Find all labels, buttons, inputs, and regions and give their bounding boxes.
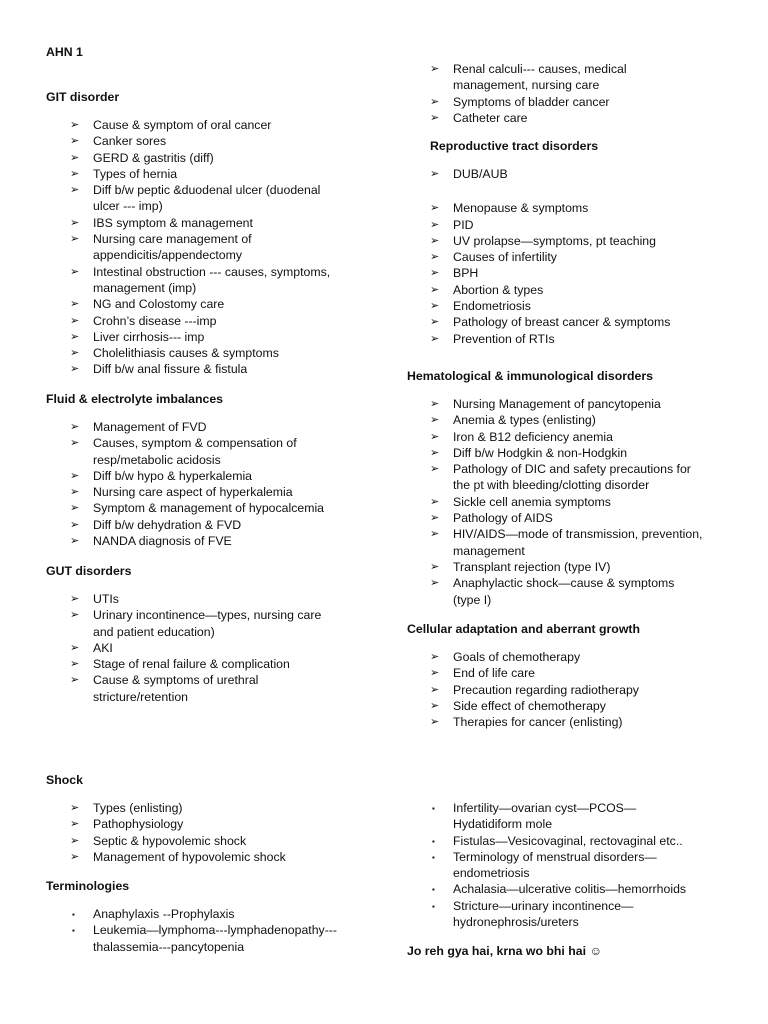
arrow-bullet-icon: ➢ (70, 119, 80, 131)
list-item-text: Fistulas—Vesicovaginal, rectovaginal etc.. (453, 833, 683, 848)
list-item-text: Iron & B12 deficiency anemia (453, 429, 613, 444)
list-item (70, 816, 345, 832)
list-item-text: Stricture—urinary incontinence—hydronephrosis/ureters (453, 898, 634, 930)
list-item-text: Types of hernia (93, 166, 178, 181)
list-item (430, 110, 705, 126)
list-item (430, 698, 705, 714)
list-item (430, 200, 705, 216)
square-bullet-icon: ▪ (432, 901, 435, 911)
list-item-text: Diff b/w dehydration & FVD (93, 517, 242, 532)
list-item (70, 264, 345, 297)
arrow-bullet-icon: ➢ (430, 495, 440, 508)
list-item-text: Management of hypovolemic shock (93, 849, 286, 864)
list-item-text: Goals of chemotherapy (453, 650, 581, 664)
list-item-text: IBS symptom & management (93, 215, 253, 230)
list-item-text: Renal calculi--- causes, medical management, nursing care (453, 62, 627, 93)
list-item (430, 526, 705, 559)
list-item (430, 166, 705, 182)
list-item (70, 849, 345, 865)
list-item-text: GERD & gastritis (diff) (93, 150, 214, 165)
arrow-bullet-icon: ➢ (430, 446, 440, 459)
arrow-bullet-icon: ➢ (430, 234, 440, 247)
list-item (70, 117, 345, 133)
arrow-bullet-icon: ➢ (70, 641, 80, 654)
list-item-text: Stage of renal failure & complication (93, 657, 290, 672)
list-item (70, 906, 345, 922)
arrow-bullet-icon: ➢ (430, 463, 440, 476)
list-item (70, 345, 345, 361)
list-item-text: Transplant rejection (type IV) (453, 559, 611, 574)
arrow-bullet-icon: ➢ (70, 265, 80, 278)
list-item (430, 282, 705, 298)
list-item (70, 166, 345, 182)
list-item (430, 249, 705, 265)
list-item (70, 133, 345, 149)
list-item (430, 429, 705, 445)
list-item-text: Diff b/w Hodgkin & non-Hodgkin (453, 445, 628, 460)
arrow-bullet-icon: ➢ (430, 202, 440, 215)
list-fluid (70, 419, 345, 549)
list-item-text: Crohn’s disease ---imp (93, 313, 217, 328)
list-item (70, 591, 345, 607)
square-bullet-icon: ▪ (432, 852, 435, 862)
list-item-text: Types (enlisting) (93, 801, 183, 815)
list-item (70, 329, 345, 345)
section-heading-hematological: Hematological & immunological disorders (407, 369, 653, 383)
list-item-text: Pathophysiology (93, 817, 184, 832)
list-item (430, 881, 705, 897)
list-gut (70, 591, 345, 705)
list-item (430, 665, 705, 681)
list-item (70, 533, 345, 549)
list-item (430, 559, 705, 575)
list-item (430, 800, 705, 833)
list-item (70, 500, 345, 516)
list-item (70, 607, 345, 640)
list-item-text: Canker sores (93, 134, 167, 149)
arrow-bullet-icon: ➢ (70, 674, 80, 687)
list-item (70, 517, 345, 533)
square-bullet-icon: ▪ (72, 910, 75, 919)
list-item-text: Diff b/w anal fissure & fistula (93, 362, 248, 377)
list-item (430, 412, 705, 428)
arrow-bullet-icon: ➢ (430, 414, 440, 427)
arrow-bullet-icon: ➢ (70, 167, 80, 180)
arrow-bullet-icon: ➢ (70, 233, 80, 246)
footer-note: Jo reh gya hai, krna wo bhi hai ☺ (407, 944, 603, 958)
document-title: AHN 1 (46, 45, 83, 59)
list-item-text: Sickle cell anemia symptoms (453, 494, 611, 509)
list-item-text: Anaphylaxis --Prophylaxis (93, 907, 235, 921)
list-item-text: Pathology of AIDS (453, 511, 553, 526)
list-item-text: Prevention of RTIs (453, 331, 555, 346)
arrow-bullet-icon: ➢ (430, 398, 440, 410)
list-item (70, 672, 345, 705)
list-item (70, 182, 345, 215)
section-heading-git: GIT disorder (46, 90, 120, 104)
list-item (430, 265, 705, 281)
arrow-bullet-icon: ➢ (70, 421, 80, 433)
list-item (430, 510, 705, 526)
list-item-text: Pathology of DIC and safety precautions for the pt with bleeding/clotting disorder (453, 462, 691, 493)
arrow-bullet-icon: ➢ (430, 651, 440, 663)
arrow-bullet-icon: ➢ (70, 314, 80, 327)
arrow-bullet-icon: ➢ (430, 316, 440, 329)
list-item-text: Cause & symptom of oral cancer (93, 118, 272, 132)
arrow-bullet-icon: ➢ (70, 850, 80, 863)
list-item-text: DUB/AUB (453, 167, 508, 181)
list-item-text: Infertility—ovarian cyst—PCOS—Hydatidiform mole (453, 801, 637, 832)
list-item (430, 575, 705, 608)
list-item (70, 419, 345, 435)
list-item-text: Side effect of chemotherapy (453, 698, 606, 713)
section-heading-cellular: Cellular adaptation and aberrant growth (407, 622, 640, 636)
arrow-bullet-icon: ➢ (430, 111, 440, 124)
section-heading-reproductive: Reproductive tract disorders (430, 139, 599, 153)
list-item-text: Nursing care management of appendicitis/appendectomy (93, 232, 252, 263)
list-item-text: Diff b/w peptic &duodenal ulcer (duodenal ulcer --- imp) (93, 183, 321, 214)
list-item (70, 150, 345, 166)
list-item-text: Diff b/w hypo & hyperkalemia (93, 468, 253, 483)
section-heading-shock: Shock (46, 773, 83, 787)
list-item-text: Achalasia—ulcerative colitis—hemorrhoids (453, 882, 687, 897)
arrow-bullet-icon: ➢ (70, 469, 80, 482)
list-item-text: Leukemia—lymphoma---lymphadenopathy---thalassemia---pancytopenia (93, 923, 337, 954)
list-item-text: Cholelithiasis causes & symptoms (93, 346, 279, 361)
list-item-text: NG and Colostomy care (93, 297, 225, 312)
arrow-bullet-icon: ➢ (70, 593, 80, 605)
arrow-bullet-icon: ➢ (430, 95, 440, 108)
list-terminology-extra (430, 800, 705, 930)
list-item-text: Catheter care (453, 110, 528, 125)
arrow-bullet-icon: ➢ (70, 216, 80, 229)
arrow-bullet-icon: ➢ (430, 699, 440, 712)
arrow-bullet-icon: ➢ (430, 430, 440, 443)
list-item-text: Causes of infertility (453, 250, 557, 265)
arrow-bullet-icon: ➢ (70, 502, 80, 515)
list-item-text: Therapies for cancer (enlisting) (453, 715, 623, 730)
list-item (70, 640, 345, 656)
square-bullet-icon: ▪ (432, 885, 435, 895)
arrow-bullet-icon: ➢ (430, 251, 440, 264)
list-item (430, 494, 705, 510)
list-item-text: NANDA diagnosis of FVE (93, 534, 232, 549)
list-item (430, 396, 705, 412)
arrow-bullet-icon: ➢ (430, 332, 440, 345)
list-item (430, 833, 705, 849)
list-cellular (430, 649, 705, 730)
arrow-bullet-icon: ➢ (430, 283, 440, 296)
list-terminologies (70, 906, 345, 955)
arrow-bullet-icon: ➢ (70, 518, 80, 531)
arrow-bullet-icon: ➢ (430, 683, 440, 696)
list-item-text: Urinary incontinence—types, nursing care and patient education) (93, 608, 322, 639)
list-item (430, 314, 705, 330)
list-reproductive (430, 166, 705, 347)
list-item-text: Causes, symptom & compensation of resp/metabolic acidosis (93, 436, 297, 467)
list-shock (70, 800, 345, 865)
list-item (70, 215, 345, 231)
list-item-text: Pathology of breast cancer & symptoms (453, 315, 671, 330)
list-item-text: Symptom & management of hypocalcemia (93, 501, 325, 516)
section-heading-terminologies: Terminologies (46, 879, 130, 893)
list-item (70, 313, 345, 329)
list-item-text: Symptoms of bladder cancer (453, 94, 610, 109)
list-item-text: Terminology of menstrual disorders—endometriosis (453, 849, 657, 881)
arrow-bullet-icon: ➢ (430, 512, 440, 525)
list-item (70, 800, 345, 816)
arrow-bullet-icon: ➢ (430, 267, 440, 280)
list-item-text: Anaphylactic shock—cause & symptoms (type I) (453, 576, 675, 607)
list-item (430, 849, 705, 882)
list-item-text: Endometriosis (453, 299, 531, 314)
arrow-bullet-icon: ➢ (430, 168, 440, 180)
list-item (430, 898, 705, 931)
arrow-bullet-icon: ➢ (70, 535, 80, 548)
list-hematological (430, 396, 705, 608)
arrow-bullet-icon: ➢ (430, 218, 440, 231)
list-item-text: Nursing Management of pancytopenia (453, 397, 661, 411)
list-item (70, 922, 345, 955)
list-item-text: HIV/AIDS—mode of transmission, prevention, management (453, 527, 703, 558)
list-item (430, 61, 705, 94)
list-item (430, 461, 705, 494)
list-item (430, 682, 705, 698)
list-item-text: Septic & hypovolemic shock (93, 833, 247, 848)
list-item-text: PID (453, 217, 474, 232)
list-item-text: BPH (453, 266, 479, 281)
section-heading-fluid: Fluid & electrolyte imbalances (46, 392, 223, 406)
arrow-bullet-icon: ➢ (70, 135, 80, 148)
arrow-bullet-icon: ➢ (70, 330, 80, 343)
list-git (70, 117, 345, 378)
list-item (430, 331, 705, 347)
arrow-bullet-icon: ➢ (430, 667, 440, 680)
arrow-bullet-icon: ➢ (70, 184, 80, 197)
list-item-text: Abortion & types (453, 282, 544, 297)
list-item (70, 361, 345, 377)
list-item-text: UTIs (93, 592, 119, 606)
list-item-text: Menopause & symptoms (453, 201, 589, 216)
square-bullet-icon: ▪ (432, 836, 435, 846)
list-item (430, 94, 705, 110)
list-item (70, 484, 345, 500)
list-item (430, 298, 705, 314)
square-bullet-icon: ▪ (432, 804, 435, 813)
list-item (70, 296, 345, 312)
arrow-bullet-icon: ➢ (70, 609, 80, 622)
list-item (70, 231, 345, 264)
arrow-bullet-icon: ➢ (70, 363, 80, 376)
arrow-bullet-icon: ➢ (70, 298, 80, 311)
list-item (70, 468, 345, 484)
arrow-bullet-icon: ➢ (430, 300, 440, 313)
list-item-text: End of life care (453, 666, 536, 681)
arrow-bullet-icon: ➢ (70, 818, 80, 831)
arrow-bullet-icon: ➢ (430, 560, 440, 573)
arrow-bullet-icon: ➢ (430, 528, 440, 541)
arrow-bullet-icon: ➢ (430, 63, 440, 75)
arrow-bullet-icon: ➢ (70, 437, 80, 450)
arrow-bullet-icon: ➢ (430, 716, 440, 729)
list-item-text: AKI (93, 640, 113, 655)
arrow-bullet-icon: ➢ (70, 834, 80, 847)
arrow-bullet-icon: ➢ (430, 577, 440, 590)
arrow-bullet-icon: ➢ (70, 802, 80, 814)
list-item-text: Liver cirrhosis--- imp (93, 329, 205, 344)
arrow-bullet-icon: ➢ (70, 486, 80, 499)
list-item (430, 649, 705, 665)
list-item-text: Management of FVD (93, 420, 207, 434)
square-bullet-icon: ▪ (72, 926, 75, 936)
list-item (70, 435, 345, 468)
list-item-text: Cause & symptoms of urethral stricture/retention (93, 673, 259, 704)
list-item-text: Precaution regarding radiotherapy (453, 682, 639, 697)
list-item (430, 217, 705, 233)
arrow-bullet-icon: ➢ (70, 658, 80, 671)
list-item-text: Intestinal obstruction --- causes, symptoms, management (imp) (93, 264, 331, 295)
arrow-bullet-icon: ➢ (70, 347, 80, 360)
section-heading-gut: GUT disorders (46, 564, 132, 578)
list-item-text: Anemia & types (enlisting) (453, 413, 596, 428)
list-item-text: Nursing care aspect of hyperkalemia (93, 485, 293, 500)
arrow-bullet-icon: ➢ (70, 151, 80, 164)
list-item (430, 445, 705, 461)
list-gut-continued (430, 61, 705, 126)
list-item (430, 233, 705, 249)
list-item-text: UV prolapse—symptoms, pt teaching (453, 233, 656, 248)
list-item (430, 714, 705, 730)
list-item (70, 656, 345, 672)
list-item (70, 833, 345, 849)
